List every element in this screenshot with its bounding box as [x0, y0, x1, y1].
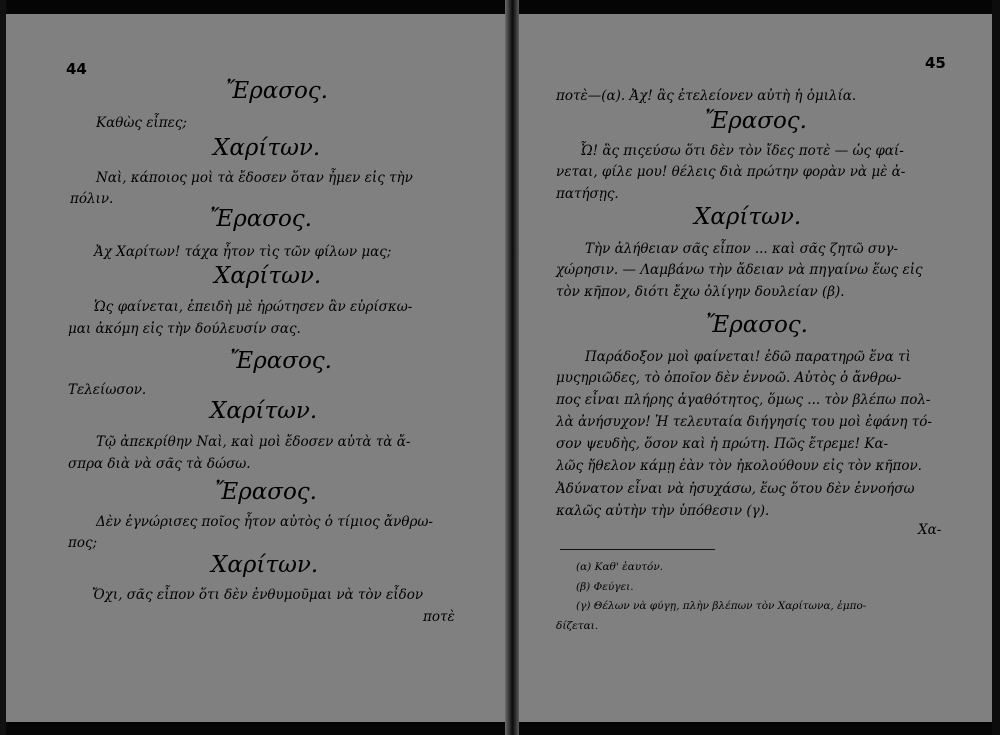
text-line: Τῷ ἀπεκρίθην Ναὶ, καὶ μοὶ ἔδοσεν αὐτὰ τὰ ἄ-	[96, 434, 411, 450]
speaker-name: Ἔρασος.	[230, 348, 332, 374]
right-page	[519, 0, 992, 735]
text-line: χώρησιν. — Λαμβάνω τὴν ἄδειαν νὰ πηγαίνω ἕως εἰς	[556, 262, 923, 278]
text-line: Ὄχι, σᾶς εἶπον ὅτι δὲν ἐνθυμοῦμαι νὰ τὸν εἶδον	[92, 587, 424, 603]
speaker-name: Χαρίτων.	[694, 204, 802, 230]
text-line: Δὲν ἐγνώρισες ποῖος ἦτον αὐτὸς ὁ τίμιος ἄνθρω-	[96, 514, 433, 530]
footnote: (α) Καθ' ἑαυτόν.	[576, 561, 664, 573]
text-line: Ναὶ, κάποιος μοὶ τὰ ἔδοσεν ὅταν ἦμεν εἰς τὴν	[96, 170, 413, 186]
speaker-name: Ἔρασος.	[706, 312, 808, 338]
text-line: Ἀδύνατον εἶναι νὰ ἡσυχάσω, ἕως ὅτου δὲν ἐννοήσω	[556, 481, 915, 497]
text-line: μαι ἀκόμη εἰς τὴν δούλευσίν σας.	[68, 321, 301, 337]
speaker-name: Χαρίτων.	[214, 263, 322, 289]
text-line: σπρα διὰ νὰ σᾶς τὰ δώσω.	[68, 456, 251, 472]
text-line: καλῶς αὐτὴν τὴν ὑπόθεσιν (γ).	[556, 503, 770, 519]
text-line: πόλιν.	[70, 191, 114, 207]
text-line: μυςηριῶδες, τὸ ὁποῖον δὲν ἐννοῶ. Αὐτὸς ὁ ἄνθρω-	[556, 370, 902, 386]
text-line: σον ψευδὴς, ὅσον καὶ ἡ πρώτη. Πῶς ἔτρεμε! Κα-	[556, 436, 889, 452]
footnote: (γ) Θέλων νὰ φύγῃ, πλὴν βλέπων τὸν Χαρίτωνα, ἐμπο-	[576, 600, 867, 612]
text-line: Ὦ! ἂς πιςεύσω ὅτι δὲν τὸν ἴδες ποτὲ — ὡς φαί-	[580, 143, 904, 159]
text-line: πος;	[68, 535, 98, 551]
speaker-name: Ἔρασος.	[210, 206, 312, 232]
speaker-name: Ἔρασος.	[226, 78, 328, 104]
text-line: Τελείωσον.	[68, 382, 147, 398]
book-gutter	[505, 0, 519, 735]
scan-right-edge	[992, 0, 1000, 735]
text-line: Καθὼς εἶπες;	[96, 115, 187, 131]
text-line: ποτὲ—(α). Ἀχ! ἂς ἐτελείονεν αὐτὴ ἡ ὁμιλία.	[556, 88, 857, 104]
text-line: λῶς ἤθελον κάμῃ ἐὰν τὸν ἠκολούθουν εἰς τὸν κῆπον.	[556, 458, 922, 474]
text-line: Ἀχ Χαρίτων! τάχα ἦτον τὶς τῶν φίλων μας;	[94, 244, 392, 260]
speaker-name: Χαρίτων.	[211, 552, 319, 578]
text-line: πος εἶναι πλήρης ἀγαθότητος, ὅμως ... τὸν βλέπω πολ-	[556, 392, 931, 408]
footnote: (β) Φεύγει.	[576, 581, 634, 593]
text-line: πατήσῃς.	[556, 186, 619, 202]
speaker-name: Χαρίτων.	[210, 398, 318, 424]
speaker-name: Ἔρασος.	[705, 108, 807, 134]
text-line: νεται, φίλε μου! θέλεις διὰ πρώτην φορὰν νὰ μὲ ἀ-	[556, 164, 906, 180]
text-line: Τὴν ἀλήθειαν σᾶς εἶπον ... καὶ σᾶς ζητῶ συγ-	[585, 241, 898, 257]
speaker-name: Χαρίτων.	[213, 135, 321, 161]
speaker-name: Ἔρασος.	[215, 479, 317, 505]
footnote-rule	[560, 549, 715, 550]
text-line: λὰ ἀνήσυχον! Ἡ τελευταία διήγησίς του μοὶ ἐφάνη τό-	[556, 414, 932, 430]
catchword: Χα-	[918, 522, 942, 538]
text-line: Παράδοξον μοὶ φαίνεται! ἐδῶ παρατηρῶ ἕνα τὶ	[585, 349, 911, 365]
text-line: τὸν κῆπον, διότι ἔχω ὀλίγην δουλείαν (β).	[556, 284, 845, 300]
page-number: 45	[925, 54, 946, 72]
catchword: ποτὲ	[423, 609, 455, 625]
footnote: δίζεται.	[556, 620, 599, 632]
page-number: 44	[66, 60, 87, 78]
text-line: Ὡς φαίνεται, ἐπειδὴ μὲ ἠρώτησεν ἂν εὑρίσκω-	[94, 299, 413, 315]
